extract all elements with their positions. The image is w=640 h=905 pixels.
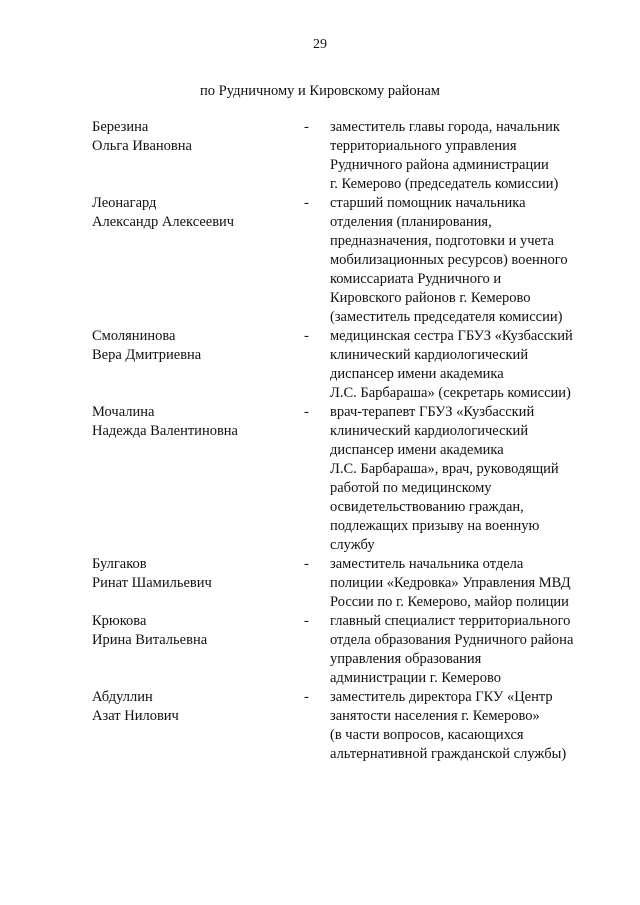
member-given-names: Ирина Витальевна (92, 632, 208, 648)
member-role-line: (в части вопросов, касающихся (330, 727, 524, 743)
member-given-names: Ринат Шамильевич (92, 575, 212, 591)
dash-separator: - (304, 119, 309, 135)
member-surname: Березина (92, 119, 149, 135)
member-given-names: Азат Нилович (92, 708, 179, 724)
member-entry (0, 612, 640, 688)
member-role-line: главный специалист территориального (330, 613, 571, 629)
member-role (330, 612, 605, 688)
member-role-line: предназначения, подготовки и учета (330, 233, 554, 249)
member-role-line: занятости населения г. Кемерово» (330, 708, 540, 724)
member-role-line: альтернативной гражданской службы) (330, 746, 567, 762)
member-role-line: Л.С. Барбараша», врач, руководящий (330, 461, 559, 477)
member-surname: Смолянинова (92, 328, 176, 344)
member-role (330, 118, 605, 194)
member-surname: Абдуллин (92, 689, 153, 705)
dash-separator: - (304, 689, 309, 705)
dash-separator: - (304, 556, 309, 572)
member-role-line: территориального управления (330, 138, 517, 154)
member-role-line: управления образования (330, 651, 482, 667)
member-given-names: Ольга Ивановна (92, 138, 192, 154)
page-number: 29 (313, 37, 327, 52)
section-heading: по Рудничному и Кировскому районам (200, 83, 440, 99)
member-role-line: клинический кардиологический (330, 423, 529, 439)
member-role-line: врач-терапевт ГБУЗ «Кузбасский (330, 404, 535, 420)
member-role-line: заместитель начальника отдела (330, 556, 524, 572)
member-name (92, 327, 292, 365)
member-role (330, 194, 605, 327)
member-role-line: (заместитель председателя комиссии) (330, 309, 563, 325)
member-name (92, 688, 292, 726)
member-role-line: отдела образования Рудничного района (330, 632, 574, 648)
member-surname: Мочалина (92, 404, 155, 420)
member-role (330, 403, 605, 555)
member-given-names: Вера Дмитриевна (92, 347, 202, 363)
member-role-line: России по г. Кемерово, майор полиции (330, 594, 569, 610)
dash-separator: - (304, 195, 309, 211)
member-entry (0, 403, 640, 555)
member-role-line: заместитель директора ГКУ «Центр (330, 689, 553, 705)
member-role-line: комиссариата Рудничного и (330, 271, 502, 287)
member-role (330, 327, 605, 403)
member-role-line: мобилизационных ресурсов) военного (330, 252, 568, 268)
member-role-line: Рудничного района администрации (330, 157, 549, 173)
member-role-line: Кировского районов г. Кемерово (330, 290, 531, 306)
member-role (330, 688, 605, 764)
member-role-line: отделения (планирования, (330, 214, 492, 230)
member-role-line: диспансер имени академика (330, 366, 504, 382)
member-role-line: полиции «Кедровка» Управления МВД (330, 575, 571, 591)
member-role-line: работой по медицинскому (330, 480, 492, 496)
member-entry (0, 194, 640, 327)
member-role (330, 555, 605, 612)
member-role-line: г. Кемерово (председатель комиссии) (330, 176, 559, 192)
member-entry (0, 118, 640, 194)
member-entry (0, 327, 640, 403)
member-role-line: подлежащих призыву на военную (330, 518, 540, 534)
member-name (92, 194, 292, 232)
dash-separator: - (304, 404, 309, 420)
member-role-line: освидетельствованию граждан, (330, 499, 524, 515)
member-surname: Булгаков (92, 556, 147, 572)
member-surname: Крюкова (92, 613, 147, 629)
member-role-line: диспансер имени академика (330, 442, 504, 458)
member-role-line: старший помощник начальника (330, 195, 526, 211)
dash-separator: - (304, 613, 309, 629)
member-entry (0, 555, 640, 612)
member-role-line: Л.С. Барбараша» (секретарь комиссии) (330, 385, 571, 401)
member-role-line: службу (330, 537, 375, 553)
member-name (92, 403, 292, 441)
member-entry (0, 688, 640, 764)
member-name (92, 612, 292, 650)
member-name (92, 118, 292, 156)
member-role-line: заместитель главы города, начальник (330, 119, 560, 135)
member-name (92, 555, 292, 593)
member-surname: Леонагард (92, 195, 157, 211)
member-given-names: Александр Алексеевич (92, 214, 235, 230)
member-role-line: клинический кардиологический (330, 347, 529, 363)
member-role-line: администрации г. Кемерово (330, 670, 502, 686)
member-given-names: Надежда Валентиновна (92, 423, 238, 439)
member-role-line: медицинская сестра ГБУЗ «Кузбасский (330, 328, 573, 344)
commission-member-list (0, 118, 640, 764)
dash-separator: - (304, 328, 309, 344)
